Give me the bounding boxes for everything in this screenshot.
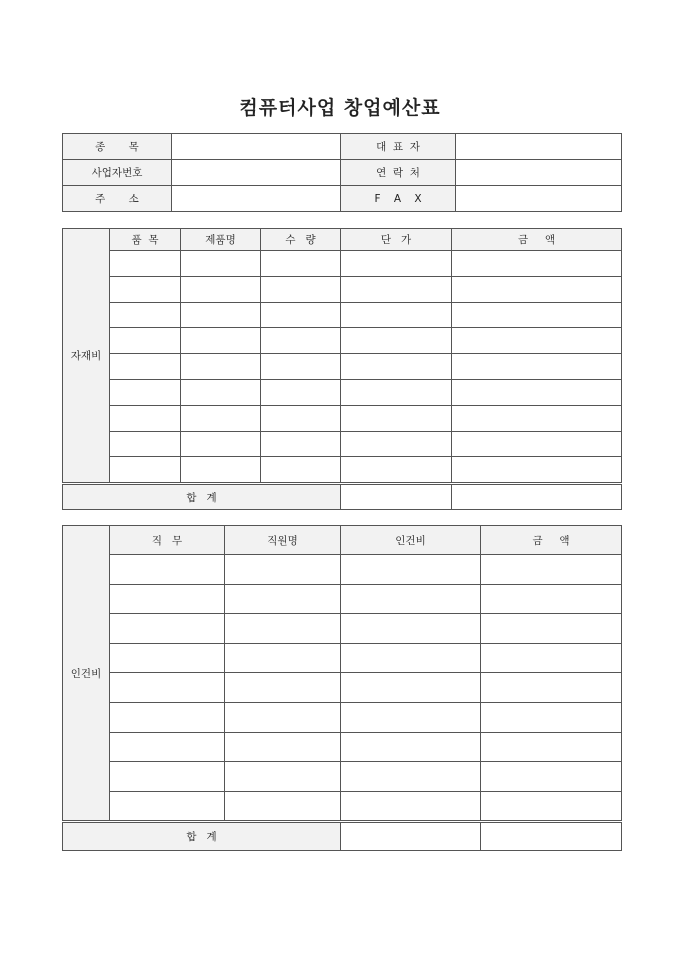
table-cell[interactable] — [110, 614, 225, 644]
table-cell[interactable] — [341, 702, 481, 732]
table-cell[interactable] — [261, 379, 341, 405]
table-cell[interactable] — [452, 354, 622, 380]
table-cell[interactable] — [181, 457, 261, 484]
total-row — [63, 484, 622, 510]
table-cell[interactable] — [110, 643, 225, 673]
table-row — [63, 762, 622, 792]
table-cell[interactable] — [181, 431, 261, 457]
table-cell[interactable] — [181, 379, 261, 405]
table-cell[interactable] — [481, 732, 622, 762]
table-cell[interactable] — [181, 276, 261, 302]
table-cell[interactable] — [225, 732, 341, 762]
table-cell[interactable] — [341, 379, 452, 405]
table-row — [63, 584, 622, 614]
contact-label: 연 락 처 — [341, 160, 456, 186]
table-cell[interactable] — [225, 584, 341, 614]
table-cell[interactable] — [341, 405, 452, 431]
table-cell[interactable] — [181, 302, 261, 328]
table-cell[interactable] — [341, 555, 481, 585]
table-cell[interactable] — [452, 328, 622, 354]
table-cell[interactable] — [181, 405, 261, 431]
table-cell[interactable] — [181, 354, 261, 380]
type-field[interactable] — [172, 134, 341, 160]
table-cell[interactable] — [481, 702, 622, 732]
representative-label: 대 표 자 — [341, 134, 456, 160]
table-cell[interactable] — [225, 614, 341, 644]
representative-field[interactable] — [456, 134, 622, 160]
table-cell[interactable] — [110, 354, 181, 380]
address-label: 주 소 — [63, 186, 172, 212]
type-label: 종 목 — [63, 134, 172, 160]
table-cell[interactable] — [110, 328, 181, 354]
contact-field[interactable] — [456, 160, 622, 186]
unit-price-header: 단 가 — [341, 229, 452, 251]
table-cell[interactable] — [341, 251, 452, 277]
table-cell[interactable] — [110, 457, 181, 484]
table-cell[interactable] — [261, 328, 341, 354]
table-row — [63, 673, 622, 703]
table-cell[interactable] — [481, 791, 622, 822]
materials-section-label: 자재비 — [63, 229, 110, 484]
table-row — [63, 405, 622, 431]
table-cell[interactable] — [110, 276, 181, 302]
table-cell[interactable] — [452, 276, 622, 302]
table-cell[interactable] — [225, 762, 341, 792]
labor-cost-header: 인건비 — [341, 526, 481, 555]
fax-label: F A X — [341, 186, 456, 212]
table-cell[interactable] — [341, 328, 452, 354]
table-row — [63, 702, 622, 732]
table-cell[interactable] — [341, 431, 452, 457]
table-cell[interactable] — [261, 354, 341, 380]
table-cell[interactable] — [181, 328, 261, 354]
table-row — [63, 643, 622, 673]
table-cell[interactable] — [341, 302, 452, 328]
business-number-label: 사업자번호 — [63, 160, 172, 186]
table-cell[interactable] — [110, 251, 181, 277]
table-cell[interactable] — [261, 457, 341, 484]
personnel-total-amount[interactable] — [481, 822, 622, 851]
table-cell[interactable] — [452, 405, 622, 431]
table-cell[interactable] — [481, 762, 622, 792]
business-info-table — [62, 133, 622, 212]
materials-total-unit-price[interactable] — [341, 484, 452, 510]
item-header: 품 목 — [110, 229, 181, 251]
table-cell[interactable] — [261, 251, 341, 277]
personnel-section-label: 인건비 — [63, 526, 110, 822]
table-cell[interactable] — [261, 405, 341, 431]
table-cell[interactable] — [452, 302, 622, 328]
table-cell[interactable] — [110, 732, 225, 762]
personnel-total-labor-cost[interactable] — [341, 822, 481, 851]
personnel-total-label: 합 계 — [63, 822, 341, 851]
table-cell[interactable] — [341, 643, 481, 673]
total-row — [63, 822, 622, 851]
table-cell[interactable] — [110, 762, 225, 792]
table-cell[interactable] — [481, 584, 622, 614]
table-row — [63, 328, 622, 354]
table-row — [63, 379, 622, 405]
table-cell[interactable] — [341, 457, 452, 484]
table-cell[interactable] — [452, 457, 622, 484]
table-cell[interactable] — [452, 251, 622, 277]
table-cell[interactable] — [452, 431, 622, 457]
table-cell[interactable] — [341, 354, 452, 380]
page-title: 컴퓨터사업 창업예산표 — [239, 97, 441, 119]
materials-total-amount[interactable] — [452, 484, 622, 510]
table-cell[interactable] — [110, 405, 181, 431]
table-cell[interactable] — [341, 732, 481, 762]
table-cell[interactable] — [261, 431, 341, 457]
table-cell[interactable] — [481, 555, 622, 585]
table-cell[interactable] — [452, 379, 622, 405]
table-cell[interactable] — [110, 431, 181, 457]
quantity-header: 수 량 — [261, 229, 341, 251]
table-cell[interactable] — [110, 702, 225, 732]
table-row — [63, 431, 622, 457]
table-cell[interactable] — [225, 673, 341, 703]
table-cell[interactable] — [341, 762, 481, 792]
table-row — [63, 457, 622, 484]
table-row — [63, 791, 622, 822]
table-row — [63, 302, 622, 328]
table-cell[interactable] — [261, 302, 341, 328]
table-cell[interactable] — [181, 251, 261, 277]
personnel-table — [62, 525, 622, 851]
duty-header: 직 무 — [110, 526, 225, 555]
amount-header: 금 액 — [452, 229, 622, 251]
table-cell[interactable] — [341, 614, 481, 644]
table-cell[interactable] — [341, 791, 481, 822]
table-cell[interactable] — [110, 584, 225, 614]
table-cell[interactable] — [110, 379, 181, 405]
table-cell[interactable] — [341, 584, 481, 614]
table-cell[interactable] — [225, 702, 341, 732]
table-cell[interactable] — [225, 791, 341, 822]
table-cell[interactable] — [110, 302, 181, 328]
table-row — [63, 276, 622, 302]
staff-name-header: 직원명 — [225, 526, 341, 555]
table-cell[interactable] — [341, 673, 481, 703]
table-cell[interactable] — [341, 276, 452, 302]
table-row — [63, 732, 622, 762]
table-cell[interactable] — [481, 643, 622, 673]
table-cell[interactable] — [225, 643, 341, 673]
fax-field[interactable] — [456, 186, 622, 212]
table-cell[interactable] — [481, 673, 622, 703]
table-row — [63, 614, 622, 644]
table-cell[interactable] — [481, 614, 622, 644]
materials-total-label: 합 계 — [63, 484, 341, 510]
table-cell[interactable] — [110, 791, 225, 822]
address-field[interactable] — [172, 186, 341, 212]
table-cell[interactable] — [261, 276, 341, 302]
table-cell[interactable] — [110, 673, 225, 703]
table-cell[interactable] — [110, 555, 225, 585]
table-cell[interactable] — [225, 555, 341, 585]
materials-table — [62, 228, 622, 510]
table-row — [63, 354, 622, 380]
table-row — [63, 555, 622, 585]
amount-header: 금 액 — [481, 526, 622, 555]
product-name-header: 제품명 — [181, 229, 261, 251]
table-row — [63, 251, 622, 277]
business-number-field[interactable] — [172, 160, 341, 186]
